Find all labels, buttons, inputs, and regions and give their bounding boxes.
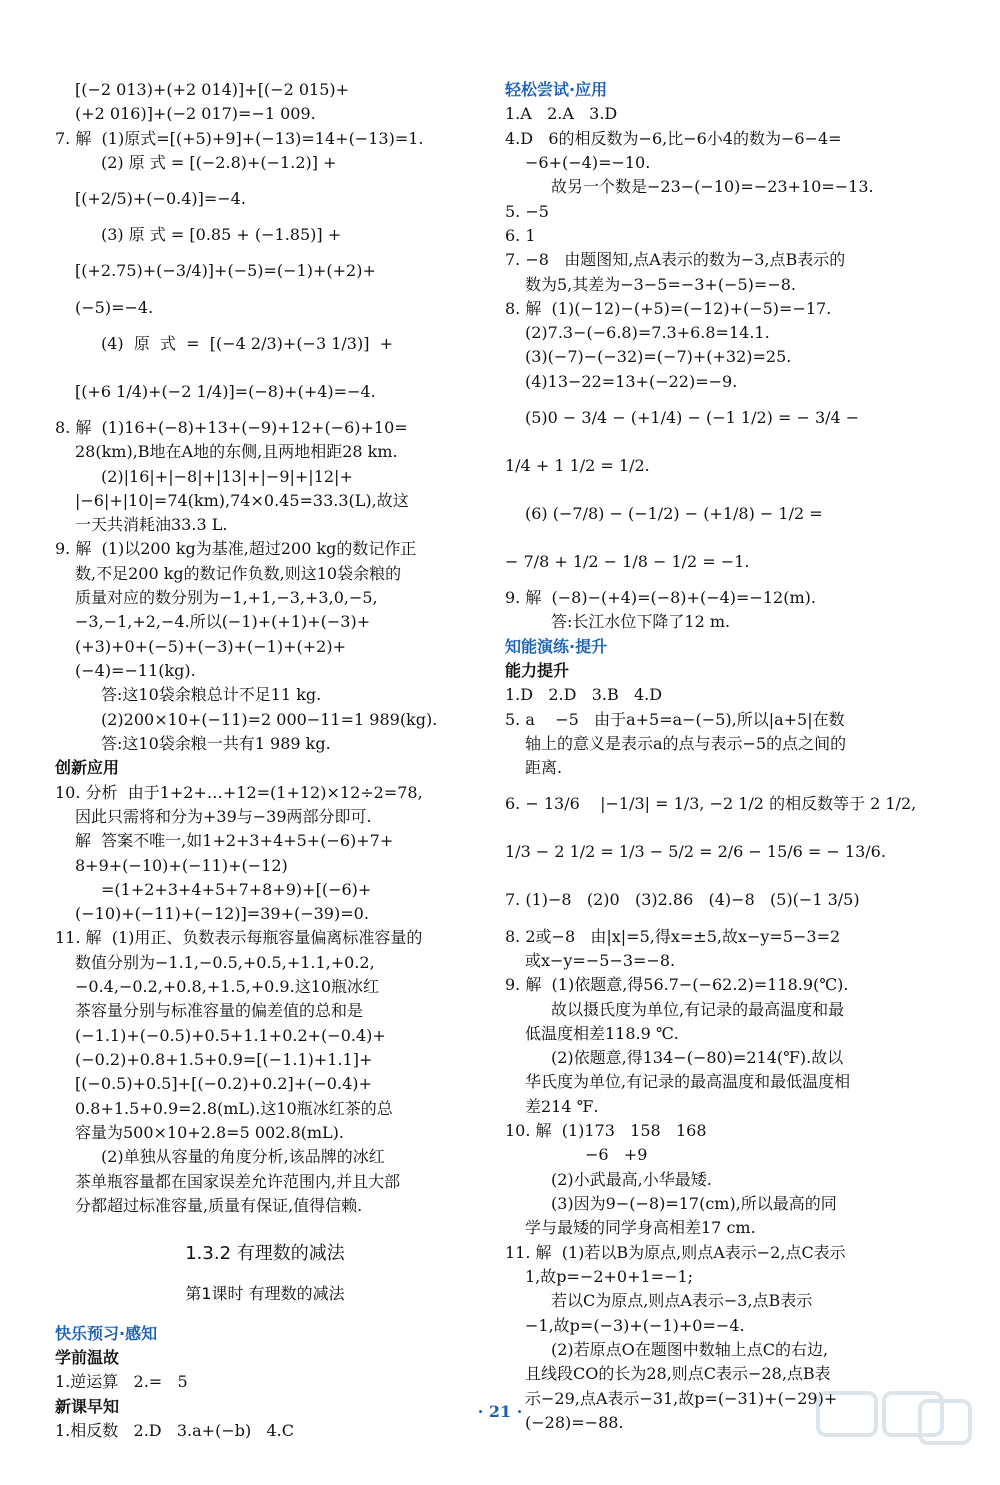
text-line: 华氏度为单位,有记录的最高温度和最低温度相 <box>525 1072 851 1092</box>
text-line: 7. −8 由题图知,点A表示的数为−3,点B表示的 <box>505 250 846 270</box>
text-line: 分都超过标准容量,质量有保证,值得信赖. <box>75 1195 363 1215</box>
text-line: 8. 2或−8 由|x|=5,得x=±5,故x−y=5−3=2 <box>505 926 841 946</box>
text-line: (−4)=−11(kg). <box>75 661 196 680</box>
text-line: 新课早知 <box>55 1396 120 1416</box>
text-line: (3) 原 式 = [0.85 + (−1.85)] + <box>101 225 342 245</box>
text-line: (−0.2)+0.8+1.5+0.9=[(−1.1)+1.1]+ <box>75 1050 373 1069</box>
text-line: 茶容量分别与标准容量的偏差值的总和是 <box>75 1001 364 1021</box>
text-line: 5. a −5 由于a+5=a−(−5),所以|a+5|在数 <box>505 709 845 729</box>
text-line: [(+2/5)+(−0.4)]=−4. <box>75 189 246 209</box>
text-line: (2)依题意,得134−(−80)=214(℉).故以 <box>551 1048 844 1068</box>
text-line: (2)7.3−(−6.8)=7.3+6.8=14.1. <box>525 323 770 343</box>
section-heading: 知能演练·提升 <box>505 636 608 656</box>
text-line: 质量对应的数分别为−1,+1,−3,+3,0,−5, <box>75 588 378 608</box>
text-line: (3)因为9−(−8)=17(cm),所以最高的同 <box>551 1194 837 1213</box>
text-line: 轴上的意义是表示a的点与表示−5的点之间的 <box>525 733 847 753</box>
text-line: (2)小武最高,小华最矮. <box>551 1169 712 1189</box>
section-heading: 轻松尝试·应用 <box>505 80 608 99</box>
text-line: [(+6 1/4)+(−2 1/4)]=(−8)+(+4)=−4. <box>75 381 376 401</box>
text-line: 低温度相差118.9 ℃. <box>525 1023 679 1043</box>
text-line: 解 答案不唯一,如1+2+3+4+5+(−6)+7+ <box>75 831 394 851</box>
text-line: 1/4 + 1 1/2 = 1/2. <box>505 455 650 475</box>
text-line: 10. 分析 由于1+2+…+12=(1+12)×12÷2=78, <box>55 782 423 802</box>
text-line: 10. 解 (1)173 158 168 <box>505 1121 707 1141</box>
text-line: (5)0 − 3/4 − (+1/4) − (−1 1/2) = − 3/4 − <box>525 407 860 427</box>
text-line: 数,不足200 kg的数记作负数,则这10袋余粮的 <box>75 563 402 583</box>
text-line: 9. 解 (1)以200 kg为基准,超过200 kg的数记作正 <box>55 539 417 559</box>
text-line: 11. 解 (1)若以B为原点,则点A表示−2,点C表示 <box>505 1242 846 1262</box>
text-line: 学与最矮的同学身高相差17 cm. <box>525 1218 756 1238</box>
text-line: (+3)+0+(−5)+(−3)+(−1)+(+2)+ <box>75 636 346 656</box>
section-title: 1.3.2 有理数的减法 <box>185 1243 345 1265</box>
text-line: −6+(−4)=−10. <box>525 152 651 172</box>
text-line: 8+9+(−10)+(−11)+(−12) <box>75 855 288 875</box>
text-line: 1.相反数 2.D 3.a+(−b) 4.C <box>55 1421 294 1441</box>
text-line: 6. 1 <box>505 225 536 245</box>
text-line: |−6|+|10|=74(km),74×0.45=33.3(L),故这 <box>75 490 409 510</box>
text-line: 1.A 2.A 3.D <box>505 104 618 124</box>
text-line: 若以C为原点,则点A表示−3,点B表示 <box>551 1291 813 1311</box>
text-line: 答:这10袋余粮一共有1 989 kg. <box>101 733 331 753</box>
text-line: 距离. <box>525 758 563 778</box>
text-line: (4)13−22=13+(−22)=−9. <box>525 371 738 391</box>
text-line: 8. 解 (1)(−12)−(+5)=(−12)+(−5)=−17. <box>505 298 832 318</box>
section-heading: 快乐预习·感知 <box>55 1323 158 1343</box>
text-line: 28(km),B地在A地的东侧,且两地相距28 km. <box>75 442 398 462</box>
text-line: 创新应用 <box>55 758 120 778</box>
text-line: 答:这10袋余粮总计不足11 kg. <box>101 685 322 705</box>
text-line: 0.8+1.5+0.9=2.8(mL).这10瓶冰红茶的总 <box>75 1098 393 1118</box>
text-line: 9. 解 (−8)−(+4)=(−8)+(−4)=−12(m). <box>505 588 816 608</box>
text-line: 示−29,点A表示−31,故p=(−31)+(−29)+ <box>525 1388 838 1408</box>
text-line: (2)单独从容量的角度分析,该品牌的冰红 <box>101 1147 385 1167</box>
text-line: 7. (1)−8 (2)0 (3)2.86 (4)−8 (5)(−1 3/5) <box>505 890 860 910</box>
text-line: 5. −5 <box>505 201 549 221</box>
text-line: 9. 解 (1)依题意,得56.7−(−62.2)=118.9(℃). <box>505 975 849 995</box>
text-line: [(−0.5)+0.5]+[(−0.2)+0.2]+(−0.4)+ <box>75 1074 372 1094</box>
text-line: 6. − 13/6 |−1/3| = 1/3, −2 1/2 的相反数等于 2 1/2, <box>505 794 917 814</box>
text-line: 容量为500×10+2.8=5 002.8(mL). <box>75 1122 345 1142</box>
text-line: (−10)+(−11)+(−12)]=39+(−39)=0. <box>75 904 369 924</box>
text-line: 茶单瓶容量都在国家误差允许范围内,并且大部 <box>75 1171 401 1191</box>
text-line: −1,故p=(−3)+(−1)+0=−4. <box>525 1315 745 1335</box>
text-line: 答:长江水位下降了12 m. <box>551 612 731 632</box>
text-line: 学前温故 <box>55 1348 120 1368</box>
text-line: 7. 解 (1)原式=[(+5)+9]+(−13)=14+(−13)=1. <box>55 128 424 148</box>
watermark-logo <box>810 1387 980 1467</box>
text-line: 数值分别为−1.1,−0.5,+0.5,+1.1,+0.2, <box>75 952 375 972</box>
right-column <box>505 78 925 1435</box>
text-line: 4.D 6的相反数为−6,比−6小4的数为−6−4= <box>505 128 842 148</box>
text-line: (−5)=−4. <box>75 297 154 317</box>
text-line: [(+2.75)+(−3/4)]+(−5)=(−1)+(+2)+ <box>75 261 376 281</box>
text-line: 11. 解 (1)用正、负数表示每瓶容量偏离标准容量的 <box>55 928 423 948</box>
lesson-title: 第1课时 有理数的减法 <box>185 1283 345 1303</box>
text-line: 一天共消耗油33.3 L. <box>75 515 228 535</box>
text-line: −6 +9 <box>585 1145 648 1165</box>
text-line: 因此只需将和分为+39与−39两部分即可. <box>75 806 372 826</box>
text-line: (2) 原 式 = [(−2.8)+(−1.2)] + <box>101 152 337 172</box>
text-line: (2)200×10+(−11)=2 000−11=1 989(kg). <box>101 709 438 729</box>
text-line: 或x−y=−5−3=−8. <box>525 950 676 970</box>
text-line: (2)若原点O在题图中数轴上点C的右边, <box>551 1339 829 1359</box>
text-line: −0.4,−0.2,+0.8,+1.5,+0.9.这10瓶冰红 <box>75 977 380 997</box>
text-line: 能力提升 <box>505 661 570 680</box>
text-line: 1.逆运算 2.= 5 <box>55 1372 188 1392</box>
text-line: (4) 原 式 = [(−4 2/3)+(−3 1/3)] + <box>101 333 394 353</box>
text-line: 1/3 − 2 1/2 = 1/3 − 5/2 = 2/6 − 15/6 = − 13/6. <box>505 842 886 862</box>
text-line: 8. 解 (1)16+(−8)+13+(−9)+12+(−6)+10= <box>55 417 408 437</box>
text-line: 且线段CO的长为28,则点C表示−28,点B表 <box>525 1364 831 1384</box>
text-line: 故另一个数是−23−(−10)=−23+10=−13. <box>551 177 874 197</box>
text-line: (−28)=−88. <box>525 1412 624 1432</box>
text-line: =(1+2+3+4+5+7+8+9)+[(−6)+ <box>101 879 372 899</box>
text-line: 1,故p=−2+0+1=−1; <box>525 1266 694 1286</box>
text-line: 数为5,其差为−3−5=−3+(−5)=−8. <box>525 274 796 294</box>
text-line: (6) (−7/8) − (−1/2) − (+1/8) − 1/2 = <box>525 503 823 523</box>
text-line: 差214 ℉. <box>525 1096 599 1116</box>
text-line: 故以摄氏度为单位,有记录的最高温度和最 <box>551 999 845 1019</box>
text-line: (2)|16|+|−8|+|13|+|−9|+|12|+ <box>101 466 353 486</box>
text-line: 1.D 2.D 3.B 4.D <box>505 685 663 705</box>
text-line: (3)(−7)−(−32)=(−7)+(+32)=25. <box>525 347 792 367</box>
left-column <box>55 78 475 1443</box>
text-line: −3,−1,+2,−4.所以(−1)+(+1)+(−3)+ <box>75 612 371 632</box>
text-line: (+2 016)]+(−2 017)=−1 009. <box>75 104 316 124</box>
text-line: (−1.1)+(−0.5)+0.5+1.1+0.2+(−0.4)+ <box>75 1025 386 1045</box>
text-line: [(−2 013)+(+2 014)]+[(−2 015)+ <box>75 80 350 99</box>
text-line: − 7/8 + 1/2 − 1/8 − 1/2 = −1. <box>505 551 750 571</box>
page-number: · 21 · <box>477 1402 523 1421</box>
